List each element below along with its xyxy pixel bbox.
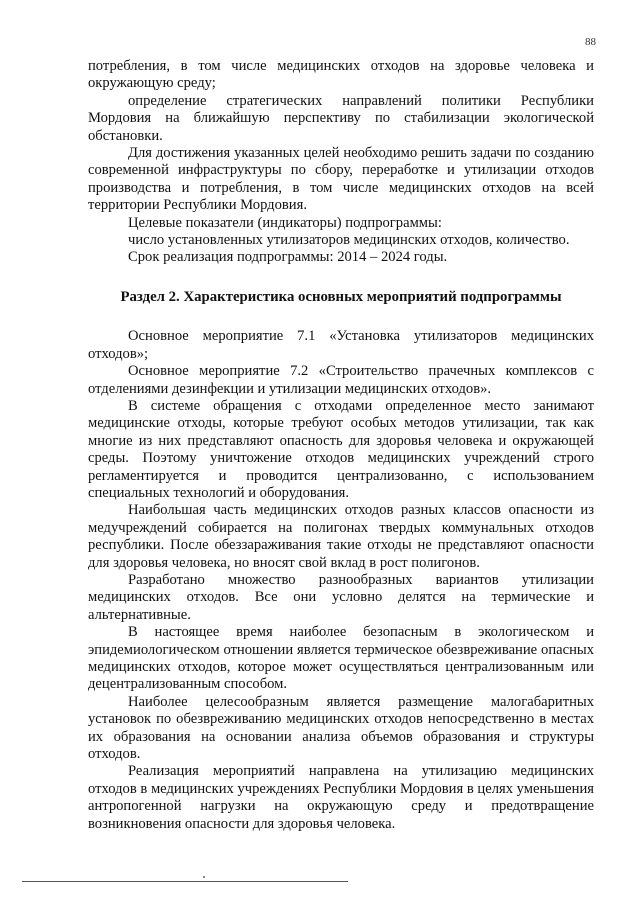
scan-speck xyxy=(203,876,205,878)
paragraph: число установленных утилизаторов медицинских отходов, количество. xyxy=(128,232,570,249)
paragraph: Срок реализация подпрограммы: 2014 – 2024 годы. xyxy=(128,249,448,266)
paragraph: Разработано множество разнообразных вариантов утилизации медицинских отходов. Все они условно делятся на термические и альтернативные. xyxy=(88,571,594,623)
document-body xyxy=(88,58,594,833)
paragraph: В настоящее время наиболее безопасным в экологическом и эпидемиологическом отношении является термическое обезвреживание опасных медицинских отходов, которое может осуществляться централизованным или децентрализованным способом. xyxy=(88,624,594,693)
paragraph: Целевые показатели (индикаторы) подпрограммы: xyxy=(128,214,442,231)
page-number: 88 xyxy=(585,36,596,48)
intro-paragraphs xyxy=(88,58,594,267)
paragraph: Наибольшая часть медицинских отходов разных классов опасности из медучреждений собирается на полигонах твердых коммунальных отходов республики. После обеззараживания такие отходы не представляют опасности для здоровья человека, но вносят свой вклад в рост полигонов. xyxy=(88,502,594,571)
section-heading: Раздел 2. Характеристика основных мероприятий подпрограммы xyxy=(120,288,562,305)
paragraph: Основное мероприятие 7.2 «Строительство прачечных комплексов с отделениями дезинфекции и утилизации медицинских отходов». xyxy=(88,363,594,397)
paragraph: потребления, в том числе медицинских отходов на здоровье человека и окружающую среду; xyxy=(88,58,594,92)
paragraph: Для достижения указанных целей необходимо решить задачи по созданию современной инфраструктуры по сбору, переработке и утилизации отходов производства и потребления, в том числе медицинских отходов на всей территории Республики Мордовия. xyxy=(88,145,594,214)
paragraph: Основное мероприятие 7.1 «Установка утилизаторов медицинских отходов»; xyxy=(88,328,594,362)
paragraph: Реализация мероприятий направлена на утилизацию медицинских отходов в медицинских учреждениях Республики Мордовия в целях уменьшения антропогенной нагрузки на окружающую среду и предотвращение возникновения опасности для здоровья человека. xyxy=(88,763,594,832)
footer-rule xyxy=(22,881,348,882)
paragraph: определение стратегических направлений политики Республики Мордовия на ближайшую перспективу по стабилизации экологической обстановки. xyxy=(88,92,594,144)
paragraph: Наиболее целесообразным является размещение малогабаритных установок по обезвреживанию медицинских отходов непосредственно в местах их образования на основании анализа объемов образования и структуры отходов. xyxy=(88,693,594,763)
section-paragraphs xyxy=(88,328,594,833)
paragraph: В системе обращения с отходами определенное место занимают медицинские отходы, которые требуют особых методов утилизации, так как многие из них представляют опасность для здоровья человека и окружающей среды. Поэтому уничтожение отходов медицинских учреждений строго регламентируется и проводится централизованно, с использованием специальных технологий и оборудования. xyxy=(88,397,594,501)
